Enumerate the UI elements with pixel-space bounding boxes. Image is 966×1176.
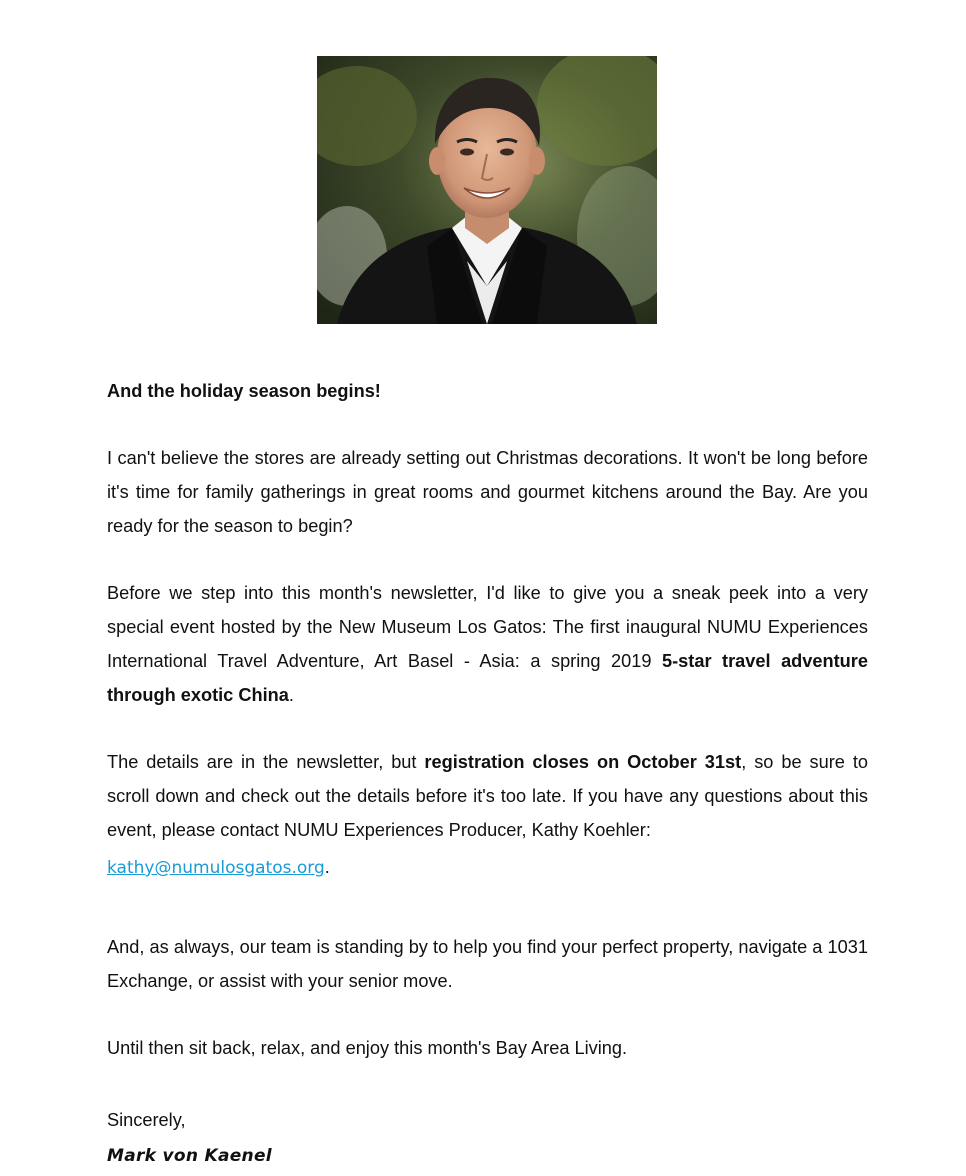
registration-text-2: , so be sure to scroll down and check out the details before it's too late. If you have any questions about this event, please contact NUMU Experiences Producer, Kathy Koehler: (107, 752, 868, 840)
event-highlight: 5-star travel adventure through exotic China (107, 651, 868, 705)
closing: Sincerely, (107, 1110, 186, 1130)
paragraph-intro: I can't believe the stores are already setting out Christmas decorations. It won't be long before it's time for family gatherings in great rooms and gourmet kitchens around the Bay. Are you ready for the season to begin? (107, 448, 868, 536)
paragraph-registration (107, 745, 868, 847)
letter-body (107, 374, 868, 1173)
paragraph-event (107, 576, 868, 712)
letter-heading: And the holiday season begins! (107, 381, 381, 401)
signature: Mark von Kaenel (107, 1146, 272, 1166)
portrait-photo (317, 56, 657, 324)
event-text-end: . (288, 685, 294, 705)
email-line (107, 847, 868, 888)
event-text: Before we step into this month's newsletter, I'd like to give you a sneak peek into a very special event hosted by the New Museum Los Gatos: The first inaugural NUMU Experiences International Travel Adventure, Art Basel - Asia: a spring 2019 (107, 583, 868, 671)
portrait-illustration (317, 56, 657, 324)
registration-deadline: registration closes on October 31st (424, 752, 742, 772)
registration-text: The details are in the newsletter, but (107, 752, 425, 772)
email-end: . (324, 857, 330, 877)
paragraph-services: And, as always, our team is standing by to help you find your perfect property, navigate a 1031 Exchange, or assist with your senior move. (107, 937, 868, 991)
paragraph-enjoy: Until then sit back, relax, and enjoy this month's Bay Area Living. (107, 1038, 628, 1058)
email-link[interactable]: kathy@numulosgatos.org (107, 858, 325, 878)
